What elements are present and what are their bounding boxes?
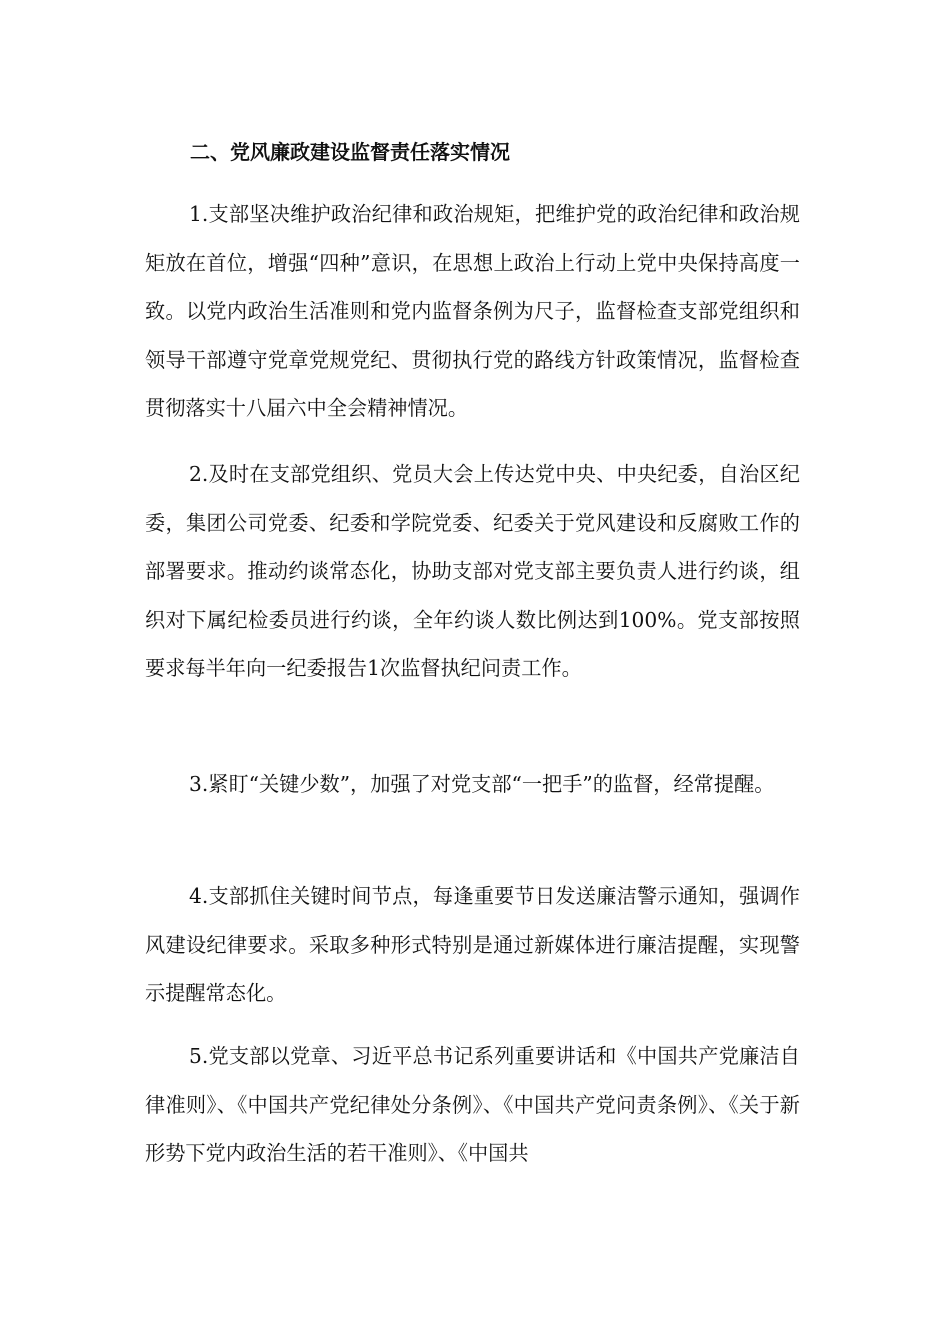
paragraph-4: 4.支部抓住关键时间节点，每逢重要节日发送廉洁警示通知，强调作风建设纪律要求。采取多种形式特别是通过新媒体进行廉洁提醒，实现警示提醒常态化。 — [145, 884, 800, 1005]
paragraph-3: 3.紧盯“关键少数”，加强了对党支部“一把手”的监督，经常提醒。 — [189, 772, 775, 796]
paragraph-1: 1.支部坚决维护政治纪律和政治规矩，把维护党的政治纪律和政治规矩放在首位，增强“四种”意识，在思想上政治上行动上党中央保持高度一致。以党内政治生活准则和党内监督条例为尺子，监督检查支部党组织和领导干部遵守党章党规党纪、贯彻执行党的路线方针政策情况，监督检查贯彻落实十八届六中全会精神情况。 — [145, 202, 800, 420]
paragraph-5: 5.党支部以党章、习近平总书记系列重要讲话和《中国共产党廉洁自律准则》、《中国共产党纪律处分条例》、《中国共产党问责条例》、《关于新形势下党内政治生活的若干准则》、《中国共 — [145, 1044, 800, 1165]
section-heading: 二、党风廉政建设监督责任落实情况 — [190, 140, 510, 164]
paragraph-2: 2.及时在支部党组织、党员大会上传达党中央、中央纪委，自治区纪委，集团公司党委、纪委和学院党委、纪委关于党风建设和反腐败工作的部署要求。推动约谈常态化，协助支部对党支部主要负责人进行约谈，组织对下属纪检委员进行约谈，全年约谈人数比例达到100%。党支部按照要求每半年向一纪委报告1次监督执纪问责工作。 — [145, 462, 800, 680]
